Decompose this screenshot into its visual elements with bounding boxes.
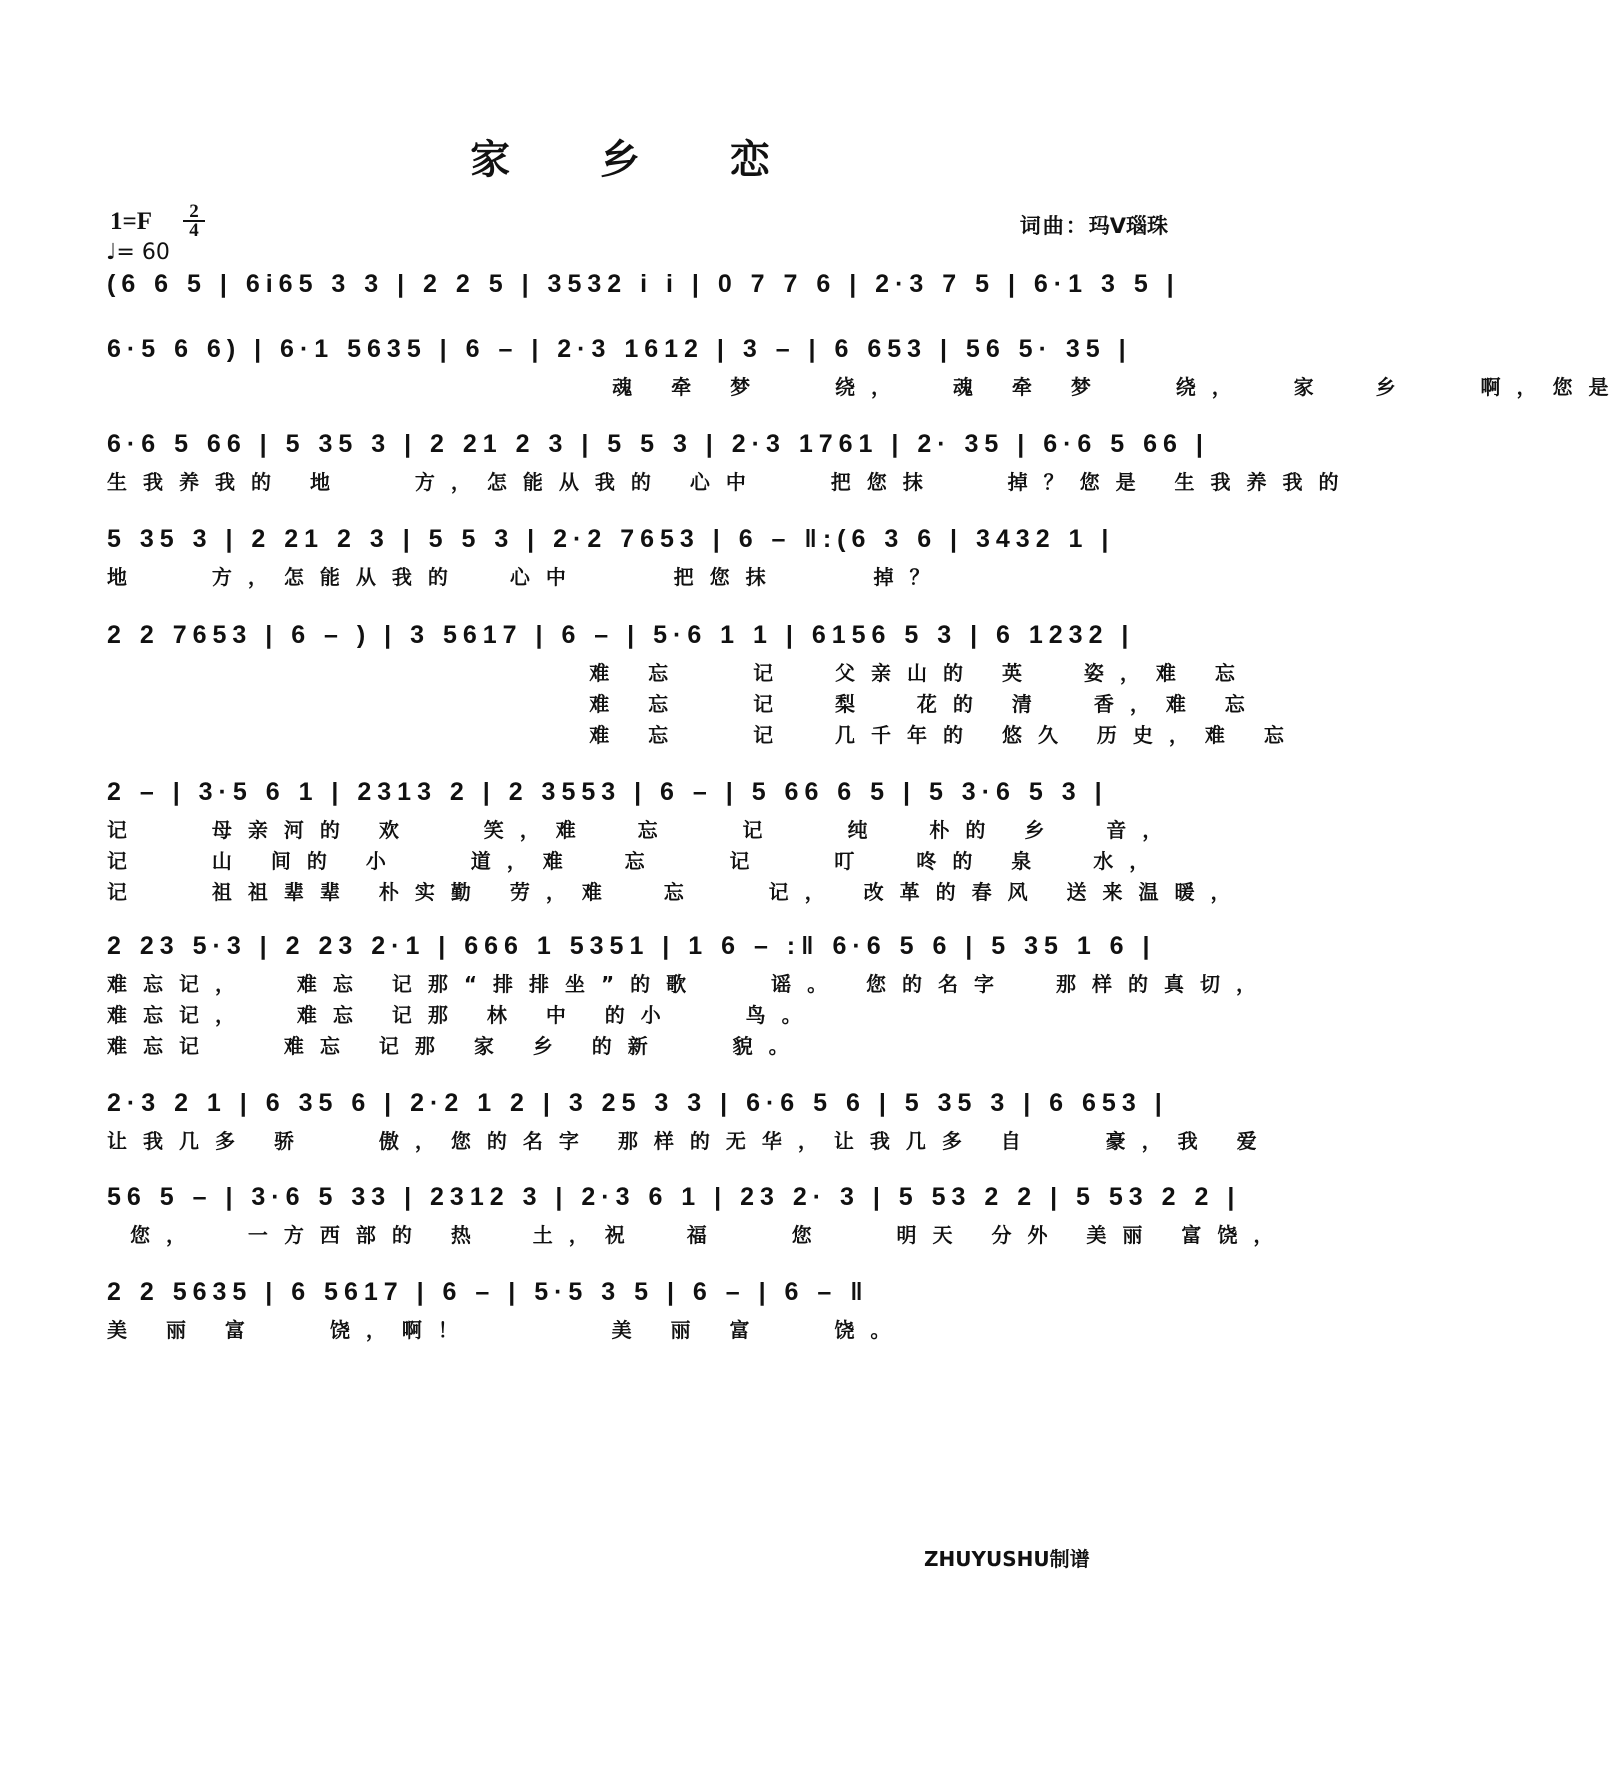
engraver-credit: ZHUYUSHU制谱 bbox=[924, 1547, 1090, 1571]
lyric-line bbox=[107, 722, 1300, 748]
lyric-text: 您， 一方西部的 热 土，祝 福 您 明天 分外 美丽 富饶， bbox=[107, 1223, 1290, 1247]
tempo-value: = 60 bbox=[116, 240, 170, 265]
time-signature-bottom: 4 bbox=[189, 220, 199, 241]
tempo-marking bbox=[106, 240, 170, 265]
notation-line bbox=[107, 268, 1180, 300]
notation-text: 2 2 5635 | 6 5617 | 6 – | 5·5 3 5 | 6 – | 6 – ‖ bbox=[107, 1278, 869, 1306]
lyric-text: 记 祖祖辈辈 朴实勤 劳，难 忘 记， 改革的春风 送来温暖， bbox=[107, 880, 1247, 904]
credits bbox=[1020, 210, 1168, 240]
lyric-line bbox=[107, 817, 1179, 843]
lyric-line bbox=[107, 1317, 1171, 1343]
notation-line bbox=[107, 776, 1171, 808]
notation-line bbox=[107, 1087, 1171, 1119]
lyric-text: 地 方，怎能从我的 心中 把您抹 掉？ bbox=[107, 565, 946, 589]
notation-text: 2 23 5·3 | 2 23 2·1 | 666 1 5351 | 1 6 – :‖ 6·6 5 6 | 5 35 1 6 | bbox=[107, 932, 1156, 960]
time-signature bbox=[183, 203, 205, 239]
lyric-line bbox=[107, 469, 1355, 495]
lyric-line bbox=[107, 879, 1247, 905]
lyric-text: 难 忘 记 梨 花的 清 香，难 忘 bbox=[107, 692, 1261, 716]
lyric-text: 魂 牵 梦 绕， 魂 牵 梦 绕， 家 乡 啊，您是 bbox=[107, 375, 1624, 399]
lyric-text: 记 母亲河的 欢 笑，难 忘 记 纯 朴的 乡 音， bbox=[107, 818, 1179, 842]
notation-line bbox=[107, 1276, 1171, 1308]
lyric-text: 美 丽 富 饶，啊！ 美 丽 富 饶。 bbox=[107, 1318, 907, 1342]
lyric-text: 难 忘 记 父亲山的 英 姿，难 忘 bbox=[107, 661, 1251, 685]
notation-text: 2 – | 3·5 6 1 | 2313 2 | 2 3553 | 6 – | 5 66 6 5 | 5 3·6 5 3 | bbox=[107, 778, 1108, 806]
notation-line bbox=[107, 333, 1171, 365]
notation-line bbox=[107, 523, 1171, 555]
credits-author: 玛V瑙珠 bbox=[1088, 214, 1168, 238]
lyric-line bbox=[107, 971, 1272, 997]
credits-label: 词曲： bbox=[1019, 214, 1089, 238]
lyric-line bbox=[107, 660, 1251, 686]
lyric-text: 难忘记 难忘 记那 家 乡 的新 貌。 bbox=[107, 1034, 805, 1058]
notation-line bbox=[107, 428, 1209, 460]
quarter-note-icon: ♩ bbox=[106, 240, 117, 265]
lyric-text: 记 山 间的 小 道，难 忘 记 叮 咚的 泉 水， bbox=[107, 849, 1166, 873]
lyric-line bbox=[107, 1128, 1273, 1154]
lyric-line bbox=[107, 1222, 1290, 1248]
lyric-text: 难忘记， 难忘 记那 林 中 的小 鸟。 bbox=[107, 1003, 818, 1027]
notation-text: 2·3 2 1 | 6 35 6 | 2·2 1 2 | 3 25 3 3 | 6·6 5 6 | 5 35 3 | 6 653 | bbox=[107, 1089, 1168, 1117]
lyric-text: 难忘记， 难忘 记那“排排坐”的歌 谣。 您的名字 那样的真切， bbox=[107, 972, 1272, 996]
notation-text: 6·5 6 6) | 6·1 5635 | 6 – | 2·3 1612 | 3 – | 6 653 | 56 5· 35 | bbox=[107, 335, 1132, 363]
lyric-text: 难 忘 记 几千年的 悠久 历史，难 忘 bbox=[107, 723, 1300, 747]
lyric-line bbox=[107, 1002, 1171, 1028]
notation-line bbox=[107, 930, 1171, 962]
notation-line bbox=[107, 619, 1171, 651]
key-signature: 1=F bbox=[110, 208, 153, 235]
lyric-text: 让我几多 骄 傲，您的名字 那样的无华，让我几多 自 豪，我 爱 bbox=[107, 1129, 1273, 1153]
lyric-line bbox=[107, 691, 1261, 717]
time-signature-top: 2 bbox=[183, 203, 205, 222]
score-title: 家 乡 恋 bbox=[470, 137, 808, 183]
lyric-line bbox=[107, 374, 1624, 400]
lyric-line bbox=[107, 564, 1171, 590]
lyric-text: 生我养我的 地 方，怎能从我的 心中 把您抹 掉？您是 生我养我的 bbox=[107, 470, 1355, 494]
lyric-line bbox=[107, 1033, 1171, 1059]
notation-line bbox=[107, 1181, 1241, 1213]
notation-text: 56 5 – | 3·6 5 33 | 2312 3 | 2·3 6 1 | 23 2· 3 | 5 53 2 2 | 5 53 2 2 | bbox=[107, 1183, 1241, 1211]
notation-text: 5 35 3 | 2 21 2 3 | 5 5 3 | 2·2 7653 | 6 – ‖:(6 3 6 | 3432 1 | bbox=[107, 525, 1115, 553]
notation-text: 6·6 5 66 | 5 35 3 | 2 21 2 3 | 5 5 3 | 2·3 1761 | 2· 35 | 6·6 5 66 | bbox=[107, 430, 1209, 458]
notation-text: 2 2 7653 | 6 – ) | 3 5617 | 6 – | 5·6 1 1 | 6156 5 3 | 6 1232 | bbox=[107, 621, 1135, 649]
notation-text: (6 6 5 | 6i65 3 3 | 2 2 5 | 3532 i i | 0 7 7 6 | 2·3 7 5 | 6·1 3 5 | bbox=[107, 270, 1180, 298]
lyric-line bbox=[107, 848, 1171, 874]
